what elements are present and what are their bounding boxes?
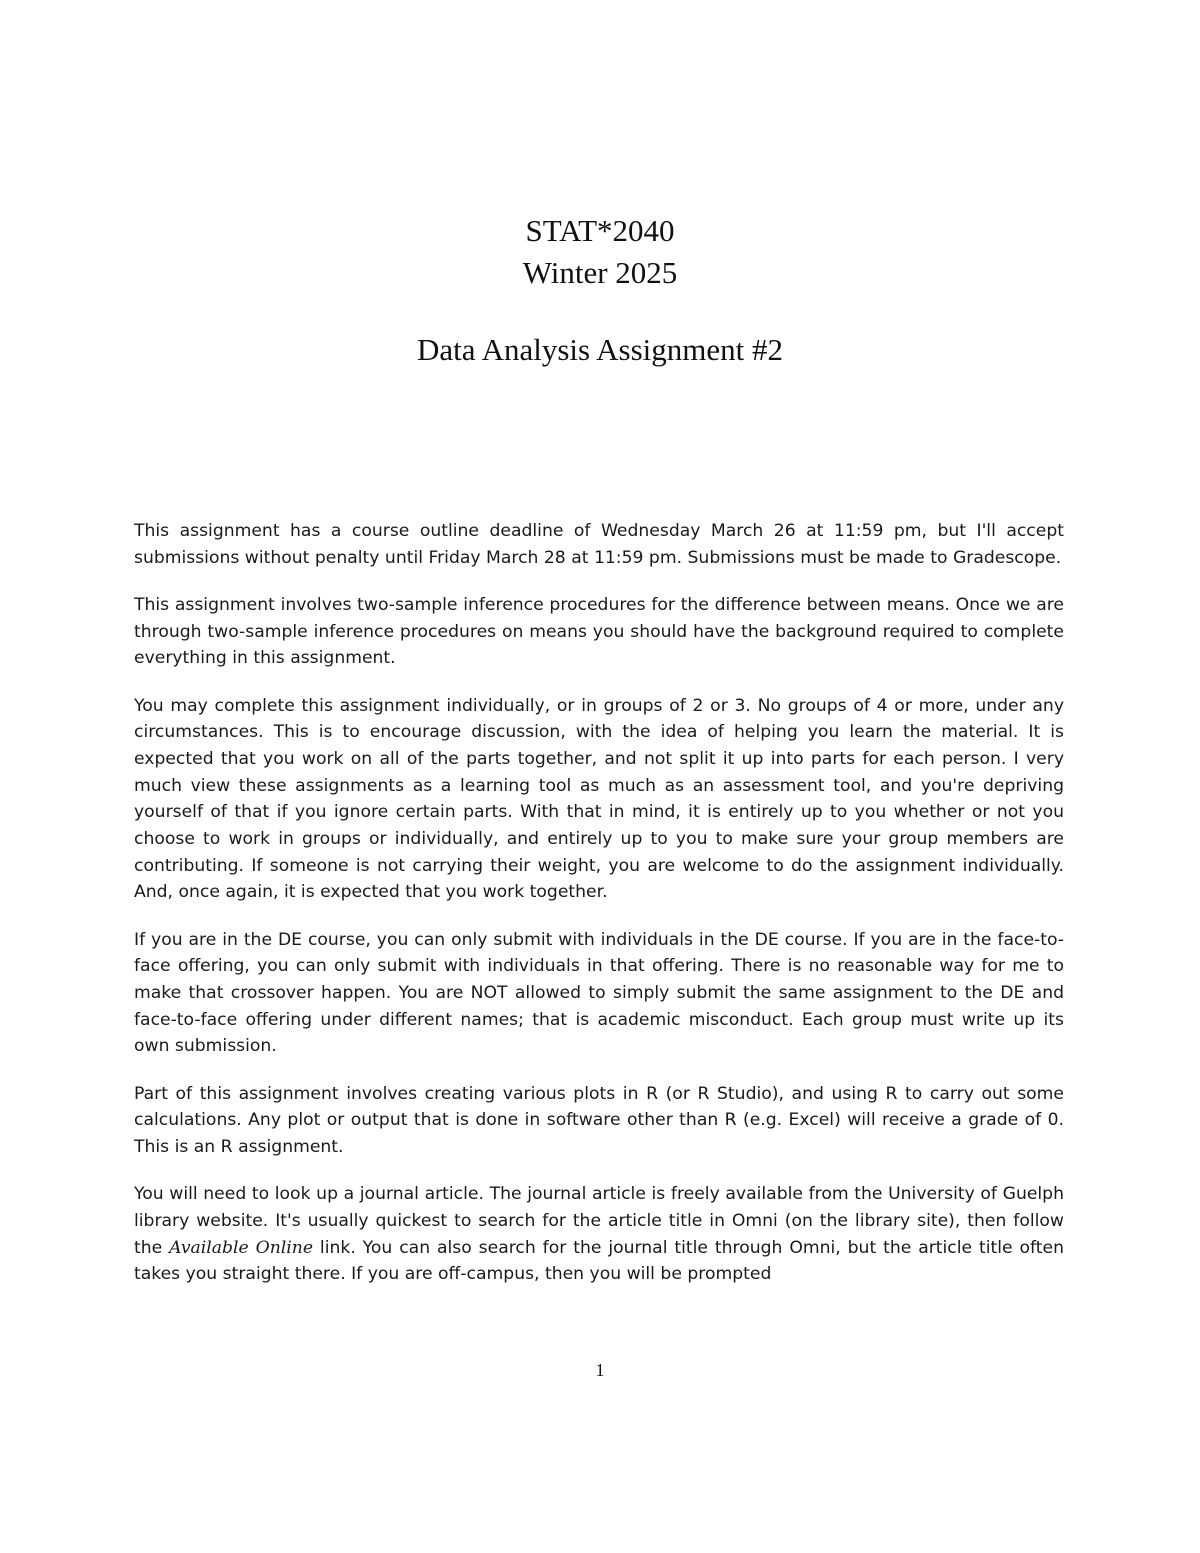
body-text [134,518,1064,1309]
page-number: 1 [595,1360,605,1380]
library-text-before: You will need to look up a journal article. The journal article is freely available from the University of Guelph library website. It's usually quickest to search for the article title in Omni (on the library site), then follow the [134,1184,1064,1258]
term: Winter 2025 [522,255,678,290]
groups-paragraph: You may complete this assignment individually, or in groups of 2 or 3. No groups of 4 or more, under any circumstances. This is to encourage discussion, with the idea of helping you learn the material. It is expected that you work on all of the parts together, and not split it up into parts for each person. I very much view these assignments as a learning tool as much as an assessment tool, and you're depriving yourself of that if you ignore certain parts. With that in mind, it is entirely up to you whether or not you choose to work in groups or individually, and entirely up to you to make sure your group members are contributing. If someone is not carrying their weight, you are welcome to do the assignment individually. And, once again, it is expected that you work together. [134,695,1064,903]
assignment-title: Data Analysis Assignment #2 [417,332,783,367]
deadline-paragraph: This assignment has a course outline deadline of Wednesday March 26 at 11:59 pm, but I'll accept submissions without penalty until Friday March 28 at 11:59 pm. Submissions must be made to Gradescope. [134,521,1064,568]
library-text-after: link. You can also search for the journal title through Omni, but the article title often takes you straight there. If you are off-campus, then you will be prompted [134,1237,1064,1285]
r-assignment-paragraph: Part of this assignment involves creating various plots in R (or R Studio), and using R to carry out some calculations. Any plot or output that is done in software other than R (e.g. Excel) will receive a grade of 0. This is an R assignment. [134,1083,1064,1158]
topic-paragraph: This assignment involves two-sample inference procedures for the difference between means. Once we are through two-sample inference procedures on means you should have the background required to complete everything in this assignment. [134,594,1064,669]
library-paragraph [134,1181,1064,1288]
course-code: STAT*2040 [525,213,675,248]
available-online-text: Available Online [169,1237,314,1258]
offering-paragraph: If you are in the DE course, you can only submit with individuals in the DE course. If you are in the face-to-face offering, you can only submit with individuals in that offering. There is no reasonable way for me to make that crossover happen. You are NOT allowed to simply submit the same assignment to the DE and face-to-face offering under different names; that is academic misconduct. Each group must write up its own submission. [134,929,1064,1057]
title-block [0,210,1200,371]
